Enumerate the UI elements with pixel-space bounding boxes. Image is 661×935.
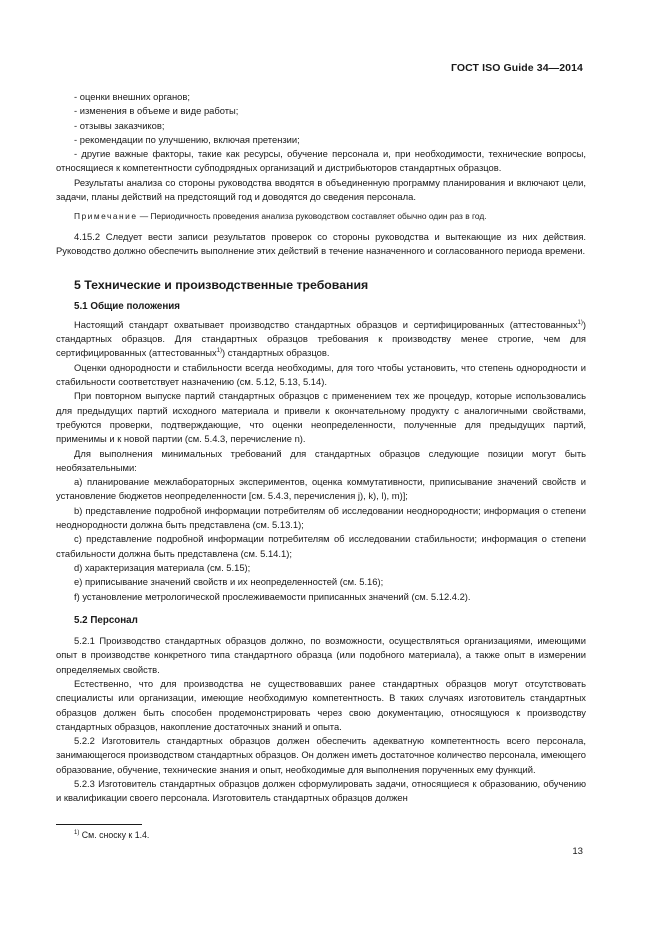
paragraph: Естественно, что для производства не существовавших ранее стандартных образцов могут отсутствовать специалисты или организации, имеющие необходимую компетентность. В таких случаях изготовитель стандартных образцов должен быть способен продемонстрировать через свою документацию, относящуюся к производству стандартных образцов, накопление достаточных знаний и опыта. <box>56 677 586 732</box>
subsection-title: 5.1 Общие положения <box>74 300 181 312</box>
list-item: d) характеризация материала (см. 5.15); <box>74 561 251 573</box>
paragraph: 5.2.2 Изготовитель стандартных образцов должен обеспечить адекватную компетентность всего персонала, занимающегося производством стандартных образцов. Он должен иметь достаточное количество персонала, имеющего образование, обучение, технические знания и опыт, необходимые для выполнения порученных ему функций. <box>56 735 586 775</box>
paragraph: 5.2.1 Производство стандартных образцов должно, по возможности, осуществляться организациями, имеющими опыт в производстве конкретного типа стандартного образца (или подобного материала), а также опыт в измерении определяемых свойств. <box>56 635 586 675</box>
text-part: ) стандартных образцов. <box>222 347 330 359</box>
note-text: — Периодичность проведения анализа руководством составляет обычно один раз в год. <box>137 211 487 222</box>
footnote-ref: 1) <box>216 348 223 355</box>
list-item: e) приписывание значений свойств и их неопределенностей (см. 5.16); <box>74 576 384 588</box>
list-item: b) представление подробной информации потребителям об исследовании неоднородности; информация о степени неоднородности должна быть представлена (см. 5.13.1); <box>56 504 586 531</box>
paragraph: Результаты анализа со стороны руководства вводятся в объединенную программу планирования и включают цели, задачи, планы действий на предстоящий год и доводятся до сведения персонала. <box>56 176 586 203</box>
page-header: ГОСТ ISO Guide 34—2014 <box>450 62 583 74</box>
paragraph <box>56 318 586 361</box>
footnote-ref: 1) <box>577 319 583 326</box>
footnote-mark: 1) <box>74 830 80 837</box>
list-item: - рекомендации по улучшению, включая претензии; <box>74 133 300 145</box>
text-part: Настоящий стандарт охватывает производство стандартных образцов и сертифицированных (аттестованных <box>74 318 578 330</box>
text-part: ) стандартных образцов. Для стандартных образцов требования к производству менее строгие, чем для сертифицированных (аттестованных <box>56 318 586 359</box>
list-item: c) представление подробной информации потребителям об исследовании стабильности; информация о степени стабильности должна быть представлена (см. 5.14.1); <box>56 533 586 559</box>
paragraph: Оценки однородности и стабильности всегда необходимы, для того чтобы установить, что степень однородности и стабильности соответствует назначению (см. 5.12, 5.13, 5.14). <box>56 361 586 388</box>
footnote <box>74 830 149 840</box>
list-item: a) планирование межлабораторных экспериментов, оценка коммутативности, приписывание значений свойств и установление бюджетов неопределенности [см. 5.4.3, перечисления j), k), l), m)]; <box>56 476 586 502</box>
list-item: f) установление метрологической прослеживаемости приписанных значений (см. 5.12.4.2). <box>74 590 471 602</box>
note-label: Примечание <box>74 211 138 222</box>
section-title: 5 Технические и производственные требования <box>74 278 369 293</box>
paragraph: При повторном выпуске партий стандартных образцов с применением тех же процедур, которые использовались для предыдущих партий исходного материала и привели к окончательному продукту с аналогичными свойствами, требуются проверки, подтверждающие, что оценки неопределенности, полученные для предыдущих партий, применимы и к новой партии (см. 5.4.3, перечисление n). <box>56 390 586 445</box>
paragraph: Для выполнения минимальных требований для стандартных образцов следующие позиции могут быть необязательными: <box>56 447 586 473</box>
footnote-text: См. сноску к 1.4. <box>79 830 150 840</box>
subsection-title: 5.2 Персонал <box>74 614 138 626</box>
page-number: 13 <box>572 846 583 857</box>
list-item: - изменения в объеме и виде работы; <box>74 105 239 117</box>
list-item: - отзывы заказчиков; <box>74 119 165 131</box>
page-content <box>56 90 586 806</box>
list-item: - оценки внешних органов; <box>74 91 190 102</box>
paragraph: 5.2.3 Изготовитель стандартных образцов должен сформулировать задачи, относящиеся к образованию, обучению и квалификации своего персонала. Изготовитель стандартных образцов должен <box>56 778 586 804</box>
list-item: - другие важные факторы, такие как ресурсы, обучение персонала и, при необходимости, технические вопросы, относящиеся к компетентности субподрядных организаций и дистрибьюторов стандартных образцов. <box>56 148 586 174</box>
footnote-divider <box>56 824 142 825</box>
paragraph: 4.15.2 Следует вести записи результатов проверок со стороны руководства и вытекающие из них действия. Руководство должно обеспечить выполнение этих действий в течение назначенного и согласованного периода времени. <box>56 230 586 256</box>
note <box>56 209 586 223</box>
